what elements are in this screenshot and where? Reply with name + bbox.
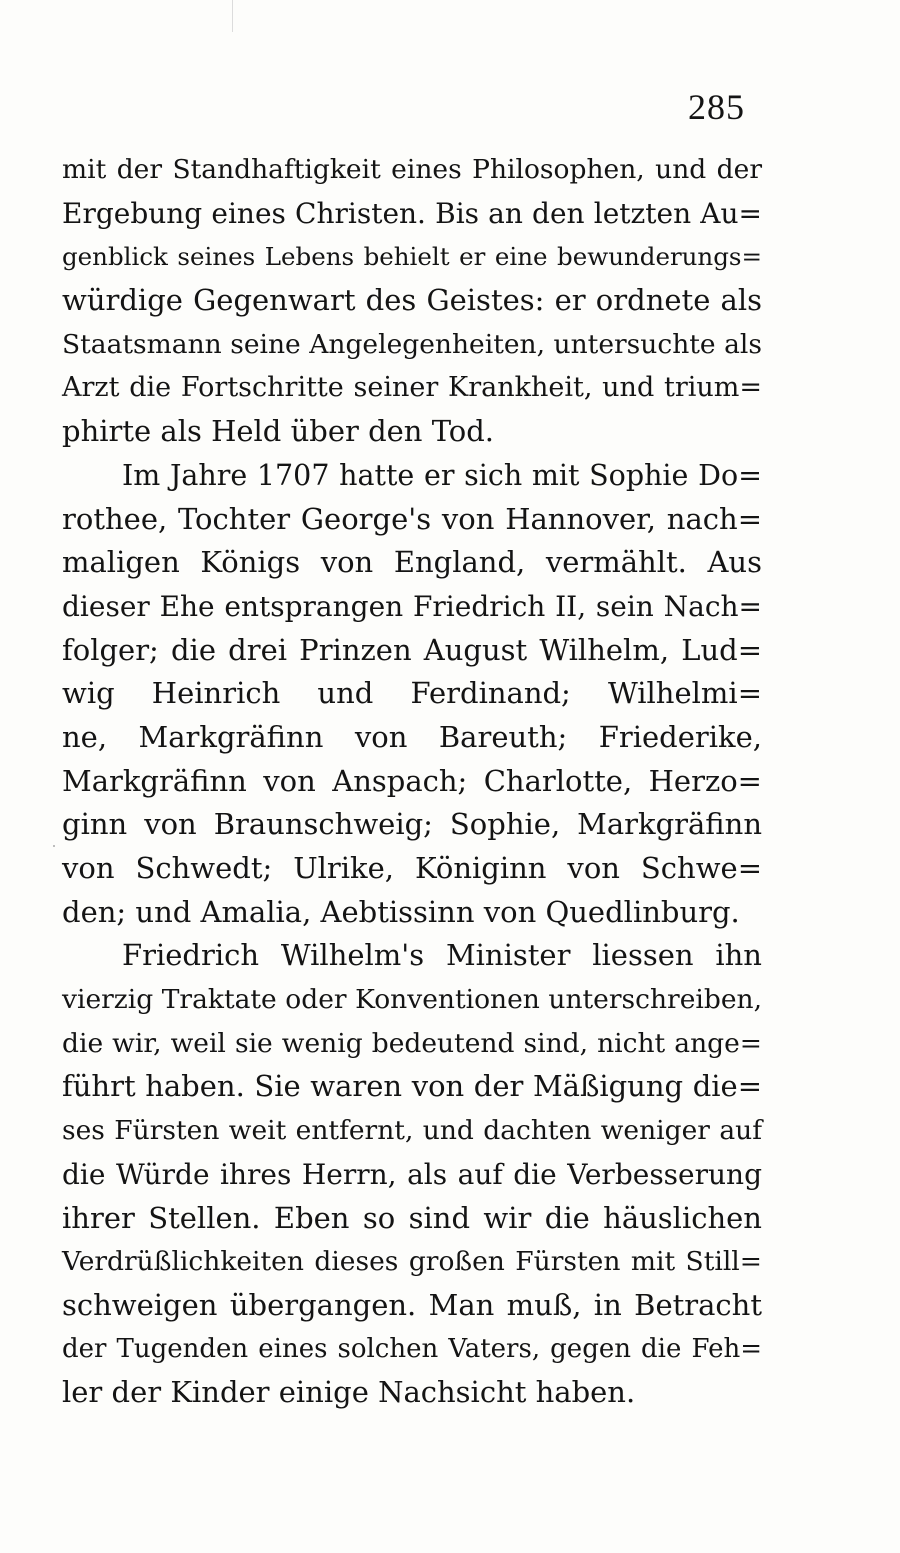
text-line: Arzt die Fortschritte seiner Krankheit, und trium=	[62, 372, 762, 404]
text-line: die Würde ihres Herrn, als auf die Verbesserung	[62, 1157, 762, 1191]
text-line: führt haben. Sie waren von der Mäßigung die=	[62, 1069, 762, 1104]
text-line: von Schwedt; Ulrike, Königinn von Schwe=	[62, 851, 762, 885]
text-line: ginn von Braunschweig; Sophie, Markgräfinn	[62, 807, 762, 842]
text-line: Friedrich Wilhelm's Minister liessen ihn	[122, 938, 762, 973]
text-line: den; und Amalia, Aebtissinn von Quedlinburg.	[62, 894, 740, 929]
page-number: 285	[688, 87, 745, 127]
text-line: Staatsmann seine Angelegenheiten, untersuchte als	[62, 328, 762, 360]
text-line: ihrer Stellen. Eben so sind wir die häuslichen	[62, 1200, 762, 1235]
text-line: würdige Gegenwart des Geistes: er ordnete als	[62, 283, 762, 318]
text-line: phirte als Held über den Tod.	[62, 414, 495, 449]
text-line: der Tugenden eines solchen Vaters, gegen die Feh=	[62, 1333, 762, 1364]
text-line: wig Heinrich und Ferdinand; Wilhelmi=	[62, 676, 762, 711]
text-line: rothee, Tochter George's von Hannover, nach=	[62, 501, 762, 536]
text-line: Ergebung eines Christen. Bis an den letzten Au=	[62, 196, 762, 230]
text-line: ler der Kinder einige Nachsicht haben.	[62, 1375, 636, 1410]
text-line: genblick seines Lebens behielt er eine bewunderungs=	[62, 242, 762, 272]
page-crease-mark	[232, 0, 233, 32]
text-line: Verdrüßlichkeiten dieses großen Fürsten mit Still=	[62, 1246, 762, 1278]
text-line: folger; die drei Prinzen August Wilhelm, Lud=	[62, 632, 762, 667]
text-line: vierzig Traktate oder Konventionen unterschreiben,	[62, 984, 762, 1016]
text-line: ses Fürsten weit entfernt, und dachten weniger auf	[62, 1115, 762, 1147]
text-line: maligen Königs von England, vermählt. Aus	[62, 545, 762, 580]
text-line: ne, Markgräfinn von Bareuth; Friederike,	[62, 719, 762, 754]
text-line: die wir, weil sie wenig bedeutend sind, nicht ange=	[62, 1027, 762, 1059]
text-line: Markgräfinn von Anspach; Charlotte, Herzo=	[62, 763, 762, 798]
text-line: schweigen übergangen. Man muß, in Betracht	[62, 1287, 762, 1322]
body-text	[62, 148, 762, 1415]
margin-speck	[53, 845, 55, 847]
text-line: mit der Standhaftigkeit eines Philosophen, und der	[62, 154, 762, 185]
text-line: dieser Ehe entsprangen Friedrich II, sein Nach=	[62, 589, 762, 623]
text-line: Im Jahre 1707 hatte er sich mit Sophie Do=	[122, 458, 762, 492]
